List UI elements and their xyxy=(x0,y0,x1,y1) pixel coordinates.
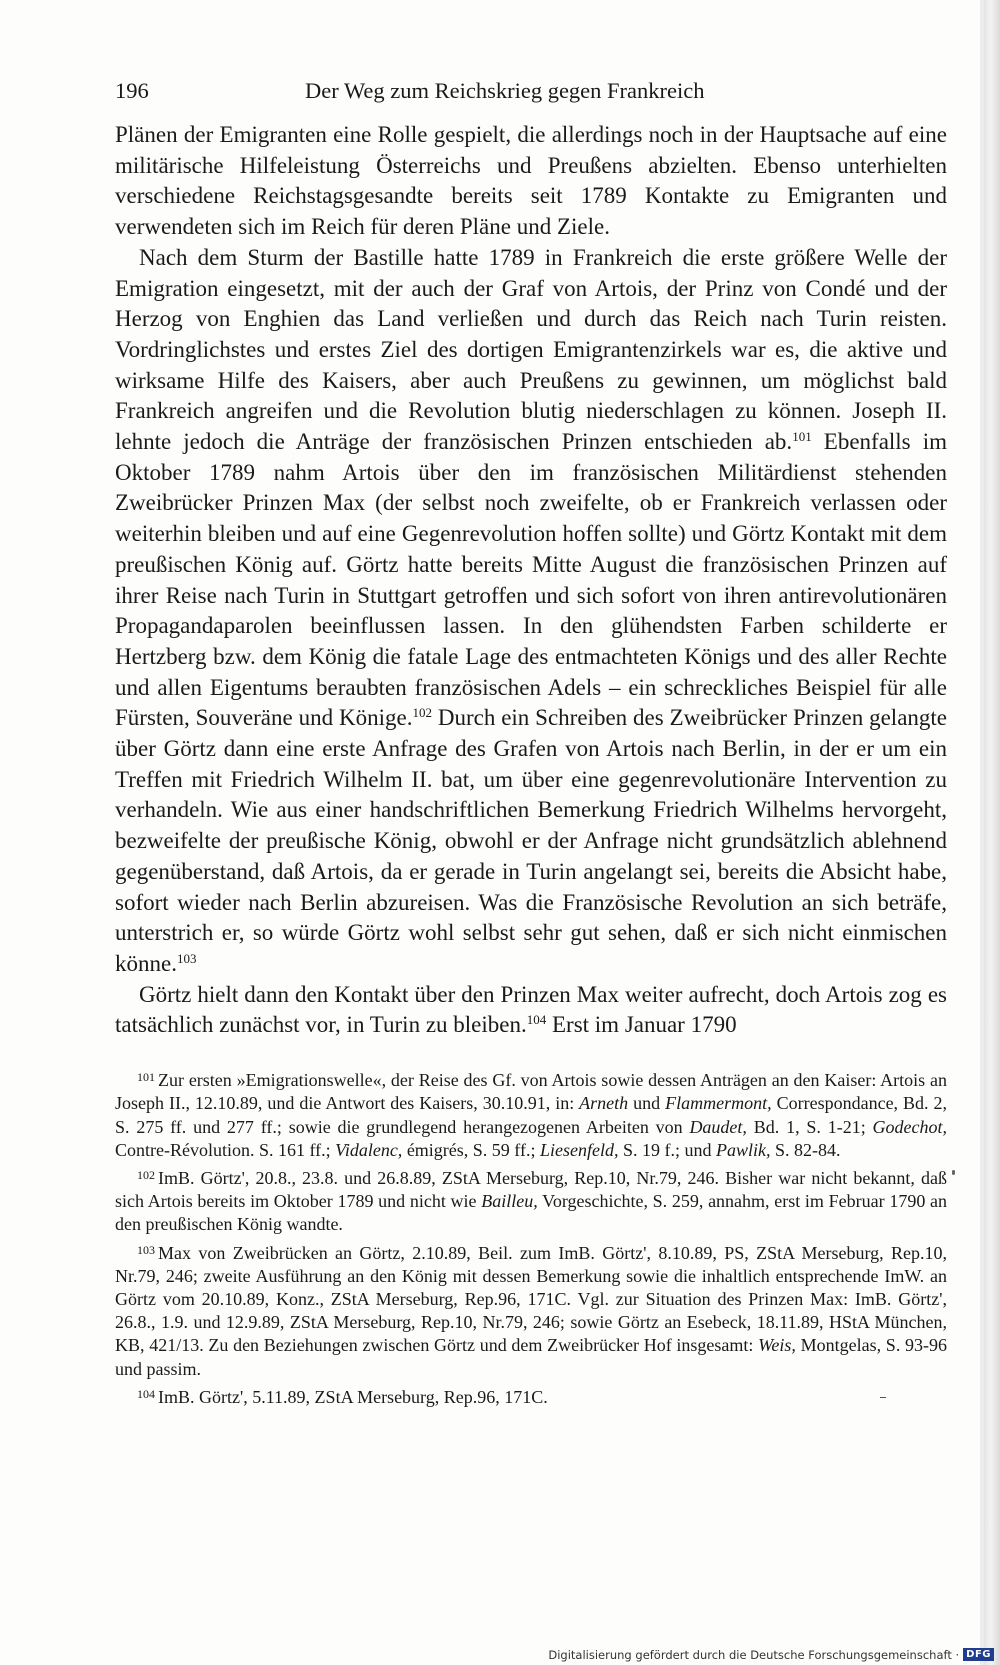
footnote-103 xyxy=(115,1242,947,1381)
scan-speck xyxy=(952,1170,955,1175)
footnote-number: 104 xyxy=(137,1386,155,1401)
footnotes xyxy=(115,1069,947,1409)
paragraph-3-text-a: Görtz hielt dann den Kontakt über den Prinzen Max weiter aufrecht, doch Artois zog es tatsächlich zunächst vor, in Turin zu bleiben. xyxy=(115,981,947,1038)
body-text xyxy=(115,120,947,1041)
footnote-text: Contre-Révolution. S. 161 ff.; xyxy=(115,1139,336,1160)
footnote-text: ImB. Görtz', 20.8., 23.8. und 26.8.89, ZStA Merseburg, Rep.10, Nr.79, 246. Bisher war nicht bekannt, daß sich Artois bereits im Oktober 1789 und nicht wie xyxy=(115,1167,947,1212)
footnote-text: ImB. Görtz', 5.11.89, ZStA Merseburg, Rep.96, 171C. xyxy=(158,1386,548,1407)
page-header xyxy=(115,78,947,112)
footnote-text: S. 19 f.; und xyxy=(618,1139,716,1160)
paragraph-3 xyxy=(115,980,947,1041)
footnote-number: 101 xyxy=(137,1070,155,1085)
footnote-text: émigrés, S. 59 ff.; xyxy=(402,1139,540,1160)
footnote-author: Daudet, xyxy=(689,1116,747,1137)
footnote-text: und xyxy=(628,1093,666,1114)
footnote-ref-103[interactable]: 103 xyxy=(176,950,197,966)
footnote-101 xyxy=(115,1069,947,1162)
footnote-number: 103 xyxy=(137,1242,155,1257)
paragraph-2-text-b: Ebenfalls im Oktober 1789 nahm Artois über den im französischen Militärdienst stehenden Zweibrücker Prinzen Max (der selbst noch zweifelte, ob er Frankreich verlassen oder weiterhin bleiben und auf eine Gegenrevolution hoffen sollte) und Görtz Kontakt mit dem preußischen König auf. Görtz hatte bereits Mitte August die französischen Prinzen auf ihrer Reise nach Turin in Stuttgart getroffen und sich sofort von ihren antirevolutionären Propagandaparolen beeinflussen lassen. In den glühendsten Farben schilderte er Hertzberg bzw. dem König die fatale Lage des entmachteten Königs und des aller Rechte und allen Eigentums beraubten französischen Adels – ein schreckliches Beispiel für alle Fürsten, Souveräne und Könige. xyxy=(115,429,947,731)
page-number: 196 xyxy=(115,78,149,103)
credit-text: Digitalisierung gefördert durch die Deutsche Forschungsgemeinschaft · xyxy=(548,1647,960,1662)
digitization-credit xyxy=(548,1644,994,1665)
footnote-104 xyxy=(115,1386,947,1409)
footnote-author: Weis, xyxy=(758,1335,796,1356)
footnote-author: Godechot, xyxy=(872,1116,947,1137)
footnote-ref-104[interactable]: 104 xyxy=(526,1012,547,1028)
footnote-ref-101[interactable]: 101 xyxy=(792,429,812,445)
footnote-author: Bailleu, xyxy=(481,1191,538,1212)
paragraph-1-text: Plänen der Emigranten eine Rolle gespielt, die allerdings noch in der Hauptsache auf eine militärische Hilfeleistung Österreichs und Preußens abzielten. Ebenso unterhielten verschiedene Reichstagsgesandte bereits seit 1789 Kontakte zu Emigranten und verwendeten sich im Reich für deren Pläne und Ziele. xyxy=(115,122,947,240)
paragraph-2-text-c: Durch ein Schreiben des Zweibrücker Prinzen gelangte über Görtz dann eine erste Anfrage des Grafen von Artois nach Berlin, in der er um ein Treffen mit Friedrich Wilhelm II. bat, um über eine gegenrevolutionäre Intervention zu verhandeln. Wie aus einer handschriftlichen Bemerkung Friedrich Wilhelms hervorgeht, bezweifelte der preußische König, obwohl er der Anfrage nicht grundsätzlich ablehnend gegenüberstand, daß Artois, da er gerade in Turin angelangt sei, bereits die Absicht habe, sofort wieder nach Berlin abzureisen. Was die Französische Revolution an sich beträfe, unterstrich er, so würde Görtz wohl selbst sehr gut sehen, daß er sich nicht einmischen könne. xyxy=(115,705,948,976)
footnote-author: Arneth xyxy=(579,1093,629,1114)
footnote-text: Bd. 1, S. 1-21; xyxy=(746,1116,873,1137)
footnote-text: Max von Zweibrücken an Görtz, 2.10.89, Beil. zum ImB. Görtz', 8.10.89, PS, ZStA Merseburg, Rep.10, Nr.79, 246; zweite Ausführung an den König mit dessen Bemerkung sowie die inhaltlich entsprechende ImW. an Görtz vom 20.10.89, Konz., ZStA Merseburg, Rep.96, 171C. Vgl. zur Situation des Prinzen Max: ImB. Görtz', 26.8., 1.9. und 12.9.89, ZStA Merseburg, Rep.10, Nr.79, 246; sowie Görtz an Esebeck, 18.11.89, HStA München, KB, 421/13. Zu den Beziehungen zwischen Görtz und dem Zweibrücker Hof insgesamt: xyxy=(115,1242,947,1356)
footnote-author: Liesenfeld, xyxy=(539,1139,619,1160)
paragraph-3-text-b: Erst im Januar 1790 xyxy=(546,1012,737,1038)
footnote-ref-102[interactable]: 102 xyxy=(412,705,432,721)
footnote-author: Vidalenc, xyxy=(335,1139,403,1160)
footnote-text: Vorgeschichte, S. 259, annahm, erst im Februar 1790 an den preußischen König wandte. xyxy=(115,1191,948,1235)
footnote-author: Pawlik, xyxy=(715,1139,771,1160)
paragraph-2-text-a: Nach dem Sturm der Bastille hatte 1789 in Frankreich die erste größere Welle der Emigration eingesetzt, mit der auch der Graf von Artois, der Prinz von Condé und der Herzog von Enghien das Land verließen und durch das Reich nach Turin reisten. Vordringlichstes und erstes Ziel des dortigen Emigrantenzirkels war es, die aktive und wirksame Hilfe des Kaisers, aber auch Preußens zu gewinnen, um möglichst bald Frankreich angreifen und die Revolution blutig niederschlagen zu können. Joseph II. lehnte jedoch die Anträge der französischen Prinzen entschieden ab. xyxy=(115,244,947,455)
footnote-text: Zur ersten »Emigrationswelle«, der Reise des Gf. von Artois sowie dessen Anträgen an den Kaiser: Artois an Joseph II., 12.10.89, und die Antwort des Kaisers, 30.10.91, in: xyxy=(115,1070,947,1114)
paragraph-1 xyxy=(115,120,947,243)
running-head: Der Weg zum Reichskrieg gegen Frankreich xyxy=(305,78,705,103)
footnote-102 xyxy=(115,1167,947,1237)
page-edge-shadow xyxy=(984,0,1000,1665)
footnote-text: Montgelas, S. 93-96 und passim. xyxy=(115,1335,947,1379)
footnote-text: S. 82-84. xyxy=(770,1139,841,1160)
scan-mark xyxy=(880,1397,886,1398)
footnote-text: Correspondance, Bd. 2, S. 275 ff. und 277 ff.; sowie die grundlegend herangezogenen Arbeiten von xyxy=(115,1093,947,1137)
footnote-number: 102 xyxy=(137,1167,155,1182)
paragraph-2 xyxy=(115,243,947,980)
book-page xyxy=(115,78,947,1414)
footnote-author: Flammermont, xyxy=(665,1093,772,1114)
dfg-logo: DFG xyxy=(963,1648,994,1661)
